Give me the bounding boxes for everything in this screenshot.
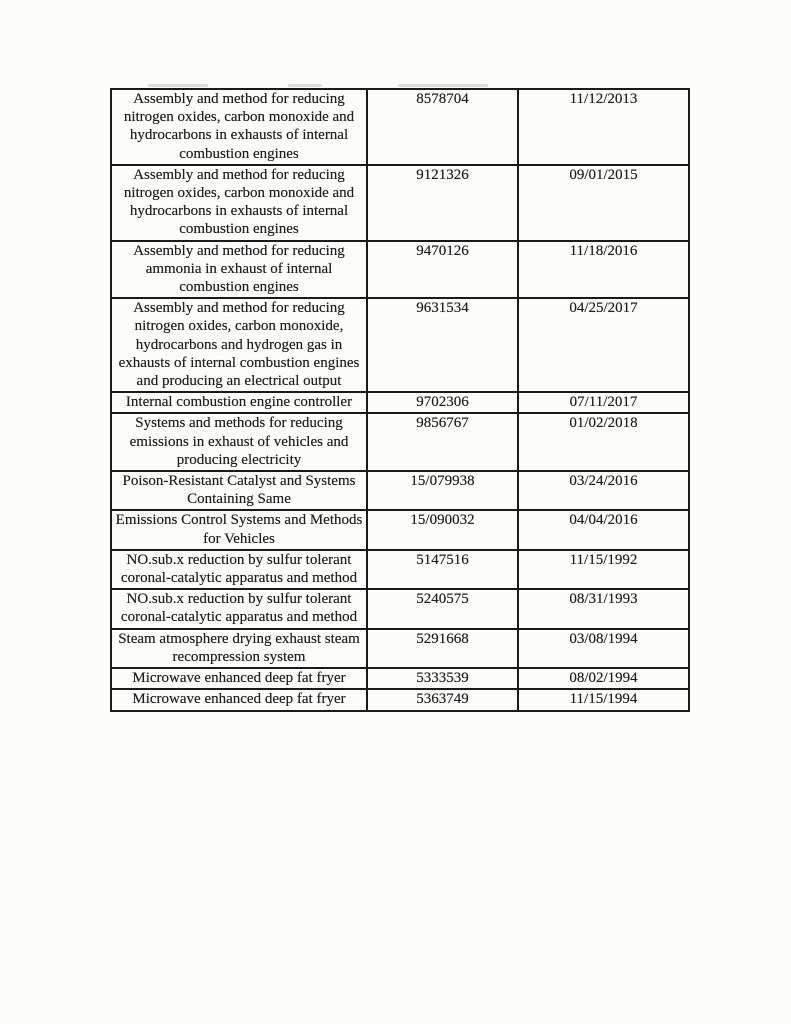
table-row <box>111 89 689 165</box>
table-row <box>111 589 689 628</box>
patent-title-cell: Assembly and method for reducing ammonia in exhaust of internal combustion engines <box>111 241 367 299</box>
patent-table-body <box>111 89 689 711</box>
patent-title-cell: Assembly and method for reducing nitrogen oxides, carbon monoxide and hydrocarbons in exhausts of internal combustion engines <box>111 89 367 165</box>
patent-date-cell: 01/02/2018 <box>518 413 689 471</box>
patent-title-cell: Assembly and method for reducing nitrogen oxides, carbon monoxide and hydrocarbons in exhausts of internal combustion engines <box>111 165 367 241</box>
table-row <box>111 550 689 589</box>
table-row <box>111 392 689 413</box>
patent-number-cell: 9631534 <box>367 298 518 392</box>
table-row <box>111 241 689 299</box>
table-row <box>111 165 689 241</box>
patent-number-cell: 5333539 <box>367 668 518 689</box>
patent-number-cell: 5147516 <box>367 550 518 589</box>
patent-number-cell: 15/090032 <box>367 510 518 549</box>
patent-number-cell: 9702306 <box>367 392 518 413</box>
patent-number-cell: 9856767 <box>367 413 518 471</box>
patent-number-cell: 8578704 <box>367 89 518 165</box>
patent-date-cell: 04/25/2017 <box>518 298 689 392</box>
patent-title-cell: Steam atmosphere drying exhaust steam recompression system <box>111 629 367 668</box>
patent-date-cell: 09/01/2015 <box>518 165 689 241</box>
patent-title-cell: NO.sub.x reduction by sulfur tolerant coronal-catalytic apparatus and method <box>111 589 367 628</box>
patent-table <box>110 88 690 712</box>
patent-date-cell: 08/31/1993 <box>518 589 689 628</box>
table-row <box>111 668 689 689</box>
table-row <box>111 689 689 710</box>
scan-artifact <box>148 84 208 87</box>
patent-title-cell: Internal combustion engine controller <box>111 392 367 413</box>
patent-title-cell: Microwave enhanced deep fat fryer <box>111 689 367 710</box>
patent-date-cell: 03/24/2016 <box>518 471 689 510</box>
patent-number-cell: 9470126 <box>367 241 518 299</box>
patent-date-cell: 03/08/1994 <box>518 629 689 668</box>
patent-title-cell: Microwave enhanced deep fat fryer <box>111 668 367 689</box>
table-row <box>111 510 689 549</box>
patent-date-cell: 08/02/1994 <box>518 668 689 689</box>
patent-date-cell: 07/11/2017 <box>518 392 689 413</box>
patent-date-cell: 11/15/1992 <box>518 550 689 589</box>
patent-date-cell: 11/15/1994 <box>518 689 689 710</box>
patent-title-cell: Poison-Resistant Catalyst and Systems Containing Same <box>111 471 367 510</box>
scan-artifact <box>398 84 488 87</box>
patent-date-cell: 04/04/2016 <box>518 510 689 549</box>
table-row <box>111 298 689 392</box>
table-row <box>111 413 689 471</box>
patent-title-cell: Assembly and method for reducing nitrogen oxides, carbon monoxide, hydrocarbons and hydrogen gas in exhausts of internal combustion engines and producing an electrical output <box>111 298 367 392</box>
patent-number-cell: 5291668 <box>367 629 518 668</box>
patent-number-cell: 5363749 <box>367 689 518 710</box>
patent-title-cell: Systems and methods for reducing emissions in exhaust of vehicles and producing electricity <box>111 413 367 471</box>
patent-title-cell: NO.sub.x reduction by sulfur tolerant coronal-catalytic apparatus and method <box>111 550 367 589</box>
patent-title-cell: Emissions Control Systems and Methods for Vehicles <box>111 510 367 549</box>
table-row <box>111 629 689 668</box>
table-row <box>111 471 689 510</box>
patent-number-cell: 15/079938 <box>367 471 518 510</box>
patent-date-cell: 11/18/2016 <box>518 241 689 299</box>
scan-artifact <box>288 84 322 87</box>
patent-number-cell: 9121326 <box>367 165 518 241</box>
patent-date-cell: 11/12/2013 <box>518 89 689 165</box>
patent-number-cell: 5240575 <box>367 589 518 628</box>
